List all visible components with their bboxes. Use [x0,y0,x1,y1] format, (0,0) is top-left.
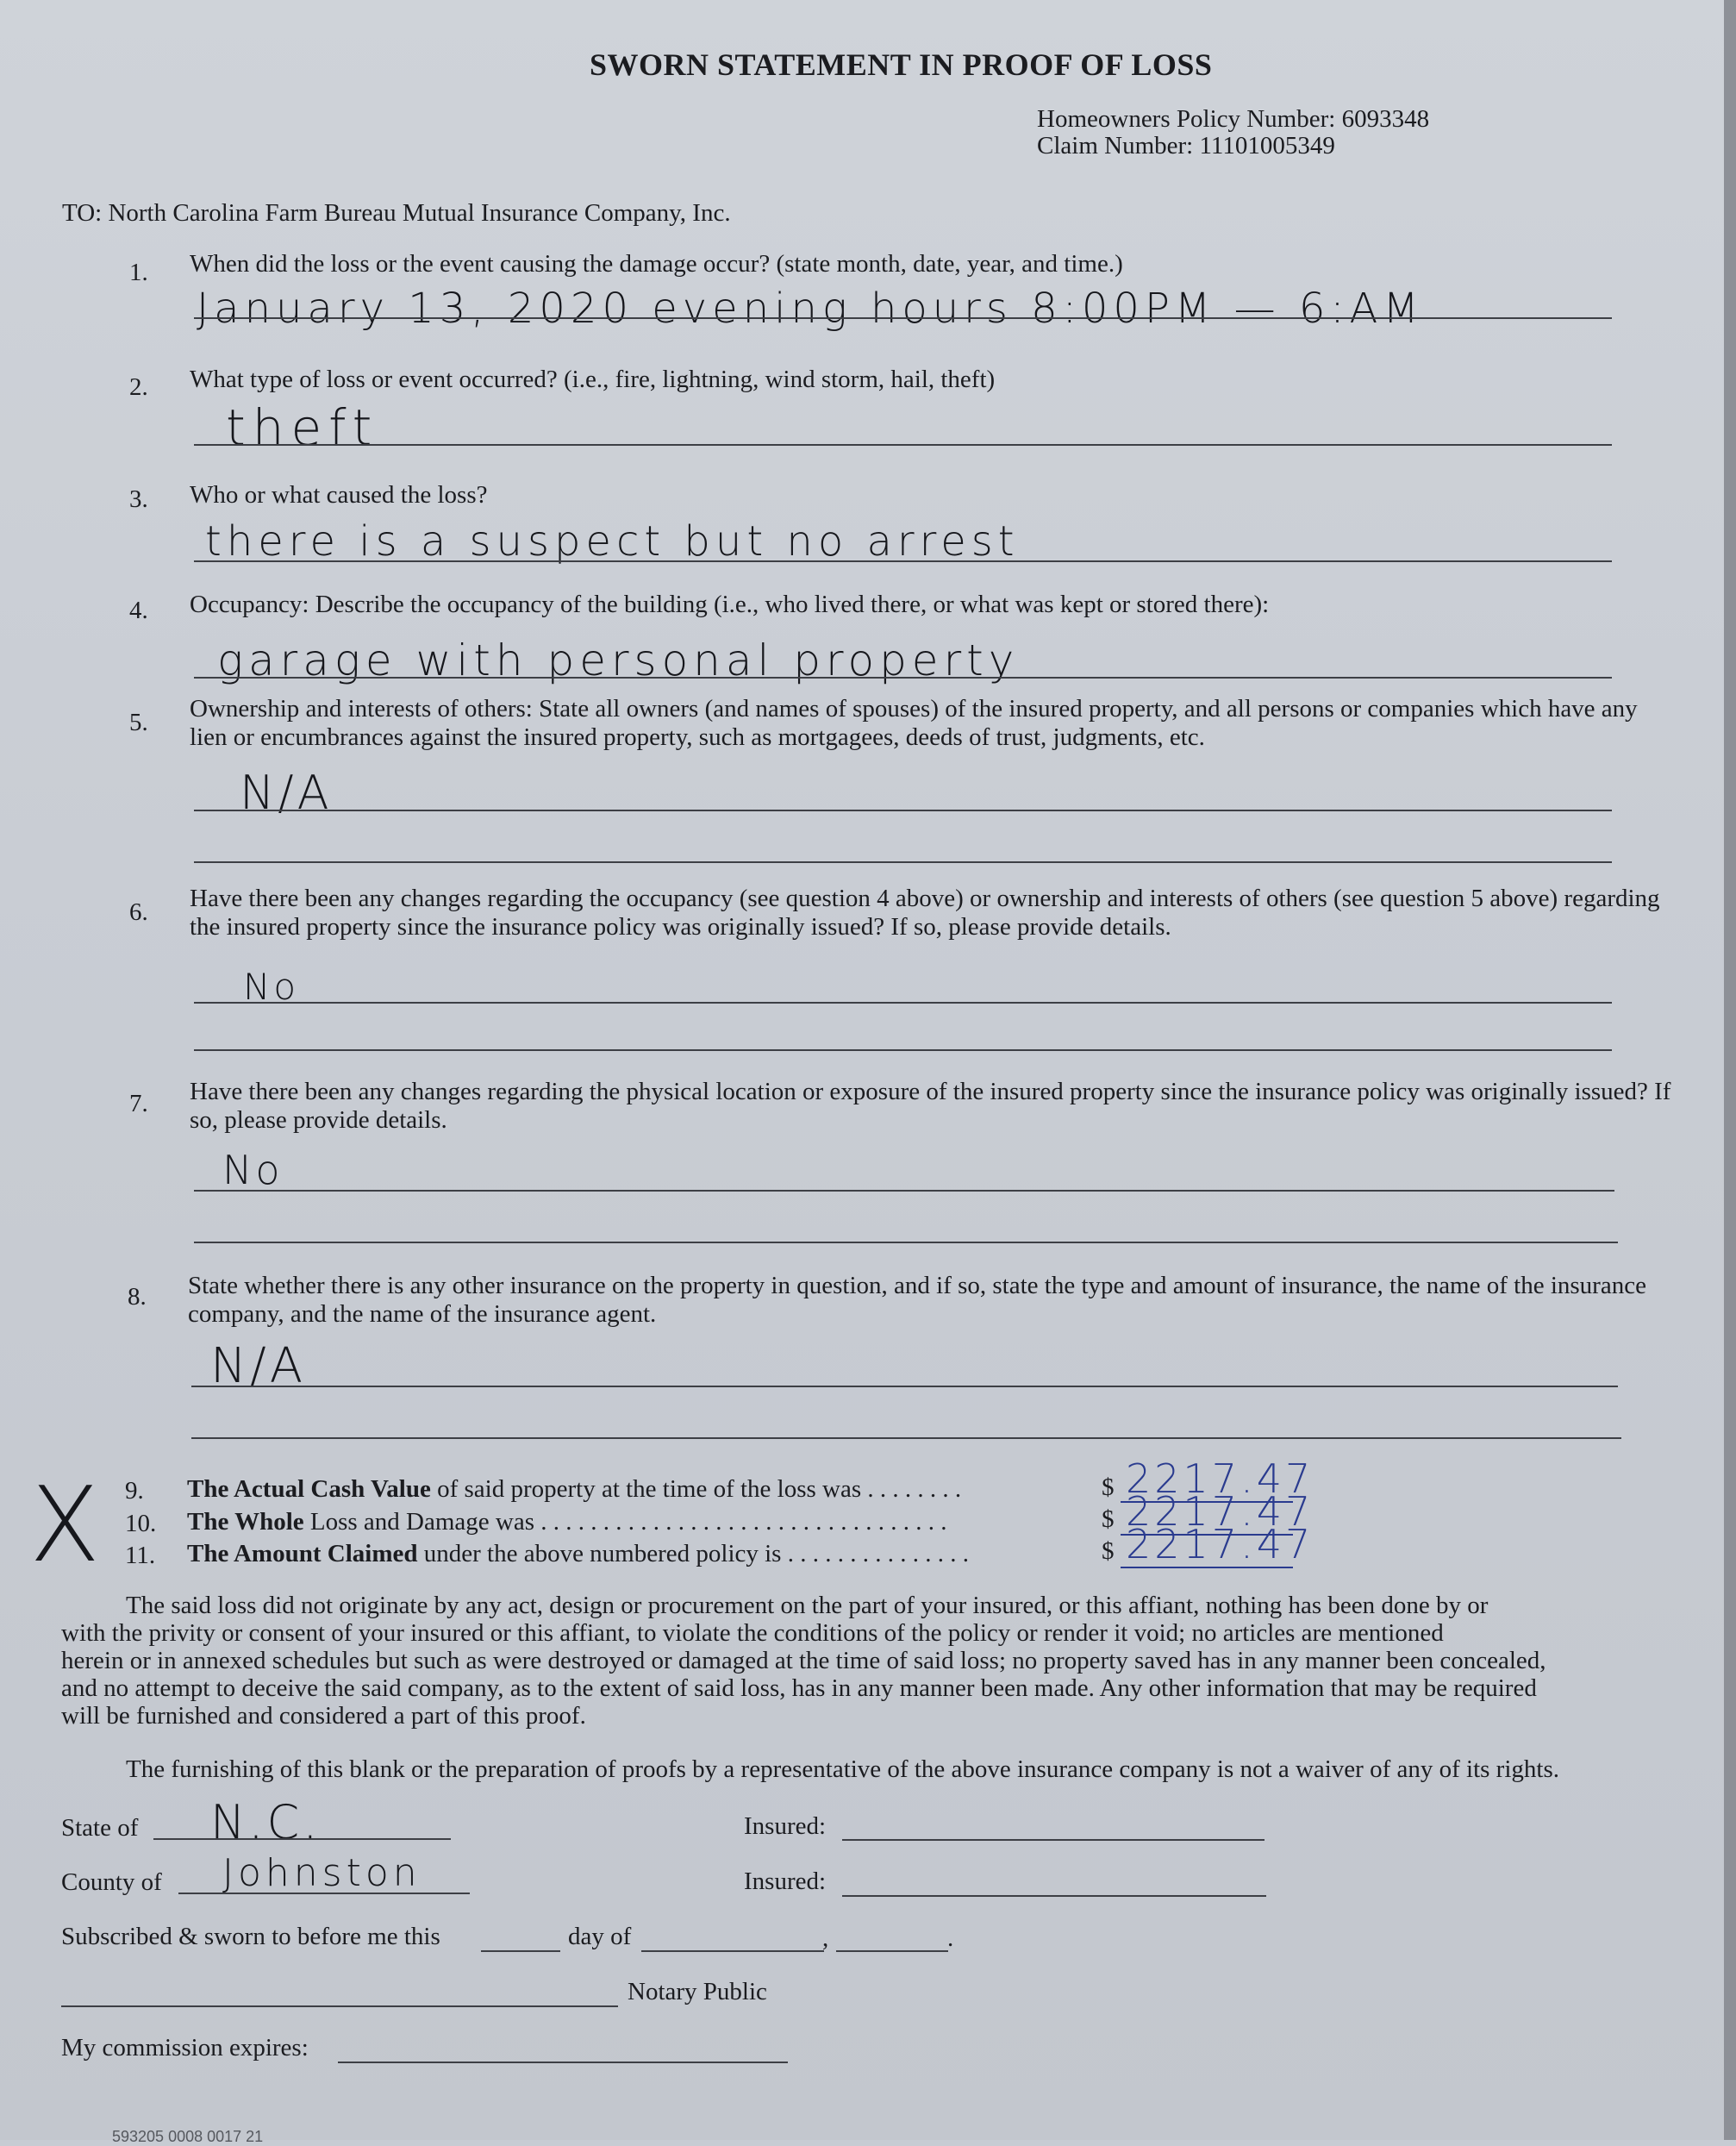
amount-underline [1121,1567,1293,1568]
amount-value-handwriting: 2217.47 [1126,1455,1314,1502]
question-number: 3. [129,485,148,513]
state-label: State of [61,1814,139,1842]
answer-line [194,560,1612,562]
year-blank [836,1950,948,1952]
county-label: County of [61,1868,162,1896]
question-text: Have there been any changes regarding the occupancy (see question 4 above) or ownership and interests of others (see question 5 above) regarding the insured property since the insurance policy was originally issued? If so, please provide details. [190,885,1660,941]
declaration-line: herein or in annexed schedules but such as were destroyed or damaged at the time of said loss; no property saved has in any manner been concealed, [61,1647,1546,1674]
footer-form-code: 593205 0008 0017 21 [112,2128,264,2145]
declaration-line: with the privity or consent of your insured or this affiant, to violate the conditions of the policy or render it void; no articles are mentioned [61,1619,1444,1647]
item-number: 9. [125,1477,144,1505]
insured-signature-line [842,1839,1265,1841]
question-number: 6. [129,898,148,926]
currency-sign: $ [1102,1505,1115,1533]
declaration-line: will be furnished and considered a part of this proof. [61,1702,586,1730]
amount-label-rest: of said property at the time of the loss was . . . . . . . . [430,1475,962,1503]
claim-number: Claim Number: 11101005349 [1037,132,1335,160]
answer-line-2 [194,1049,1612,1051]
currency-sign: $ [1102,1473,1115,1501]
amount-label [187,1540,969,1568]
answer-handwriting: theft [226,398,379,457]
question-text: Have there been any changes regarding the physical location or exposure of the insured property since the insurance policy was originally issued? If so, please provide details. [190,1078,1671,1134]
recipient-line: TO: North Carolina Farm Bureau Mutual Insurance Company, Inc. [62,199,731,227]
amount-value-handwriting: 2217.47 [1126,1488,1314,1535]
comma: , [822,1924,829,1952]
amount-label-bold: The Amount Claimed [187,1540,418,1567]
answer-handwriting: N/A [210,1338,307,1394]
question-text: State whether there is any other insurance on the property in question, and if so, state the type and amount of insurance, the name of the insurance company, and the name of the insurance agent. [188,1272,1646,1328]
form-title: SWORN STATEMENT IN PROOF OF LOSS [590,47,1213,82]
county-line [178,1893,470,1894]
declaration-line: The said loss did not originate by any act, design or procurement on the part of your insured, or this affiant, nothing has been done by or [126,1592,1489,1619]
period: . [947,1924,954,1952]
question-number: 8. [128,1283,147,1311]
answer-line-2 [191,1437,1621,1439]
amount-label [187,1475,961,1504]
question-text: What type of loss or event occurred? (i.e., fire, lightning, wind storm, hail, theft) [190,366,996,393]
question-number: 7. [129,1090,148,1117]
question-text: When did the loss or the event causing the damage occur? (state month, date, year, and time.) [190,250,1123,278]
question-number: 4. [129,597,148,624]
amount-label-bold: The Whole [187,1508,304,1536]
commission-label: My commission expires: [61,2034,309,2062]
question-text: Ownership and interests of others: State all owners (and names of spouses) of the insured property, and all persons or companies which have any lien or encumbrances against the insured property, such as mortgagees, deeds of trust, judgments, etc. [190,695,1638,751]
answer-line [194,444,1612,446]
item-number: 10. [125,1510,157,1537]
answer-handwriting: January 13, 2020 evening hours 8:00PM — 6:AM [197,285,1424,333]
answer-line [194,1002,1612,1004]
item-number: 11. [125,1542,156,1569]
question-number: 1. [129,259,148,286]
amount-label-bold: The Actual Cash Value [187,1475,431,1503]
amount-label [187,1508,947,1536]
answer-handwriting: there is a suspect but no arrest [205,517,1020,566]
day-of-label: day of [568,1923,632,1950]
answer-line [194,1190,1614,1192]
margin-x-mark: X [29,1466,104,1586]
answer-handwriting: garage with personal property [217,635,1020,685]
answer-line [194,810,1612,811]
answer-handwriting: No [243,966,300,1008]
notary-label: Notary Public [628,1978,767,2005]
amount-label-rest: under the above numbered policy is . . . . . . . . . . . . . . . [417,1540,969,1567]
answer-line-2 [194,861,1612,863]
answer-line-2 [194,1242,1618,1243]
question-number: 5. [129,709,148,736]
county-handwriting: Johnston [222,1851,422,1895]
insured-signature-line [842,1895,1266,1897]
page-edge [1724,0,1736,2140]
subscribed-label: Subscribed & sworn to before me this [61,1923,440,1950]
question-number: 2. [129,373,148,401]
month-blank [641,1950,824,1952]
insured-label: Insured: [744,1868,827,1895]
question-text: Who or what caused the loss? [190,481,488,509]
state-line [153,1838,451,1840]
question-text: Occupancy: Describe the occupancy of the building (i.e., who lived there, or what was kept or stored there): [190,591,1270,618]
commission-line [338,2062,788,2063]
answer-handwriting: N/A [240,766,333,820]
declaration-line: and no attempt to deceive the said company, as to the extent of said loss, has in any manner been made. Any other information that may be required [61,1674,1537,1702]
answer-line [194,317,1612,319]
currency-sign: $ [1102,1537,1115,1565]
notary-signature-line [61,2005,618,2007]
state-handwriting: N.C. [210,1795,322,1849]
day-blank [481,1950,560,1952]
policy-number: Homeowners Policy Number: 6093348 [1037,105,1430,133]
amount-label-rest: Loss and Damage was . . . . . . . . . . . . . . . . . . . . . . . . . . . . . . . . . [303,1508,947,1536]
answer-handwriting: No [222,1147,284,1193]
amount-value-handwriting: 2217.47 [1126,1521,1314,1567]
answer-line [194,677,1612,679]
answer-line [191,1386,1618,1387]
waiver-paragraph: The furnishing of this blank or the preparation of proofs by a representative of the above insurance company is not a waiver of any of its rights. [126,1755,1559,1783]
insured-label: Insured: [744,1812,827,1840]
